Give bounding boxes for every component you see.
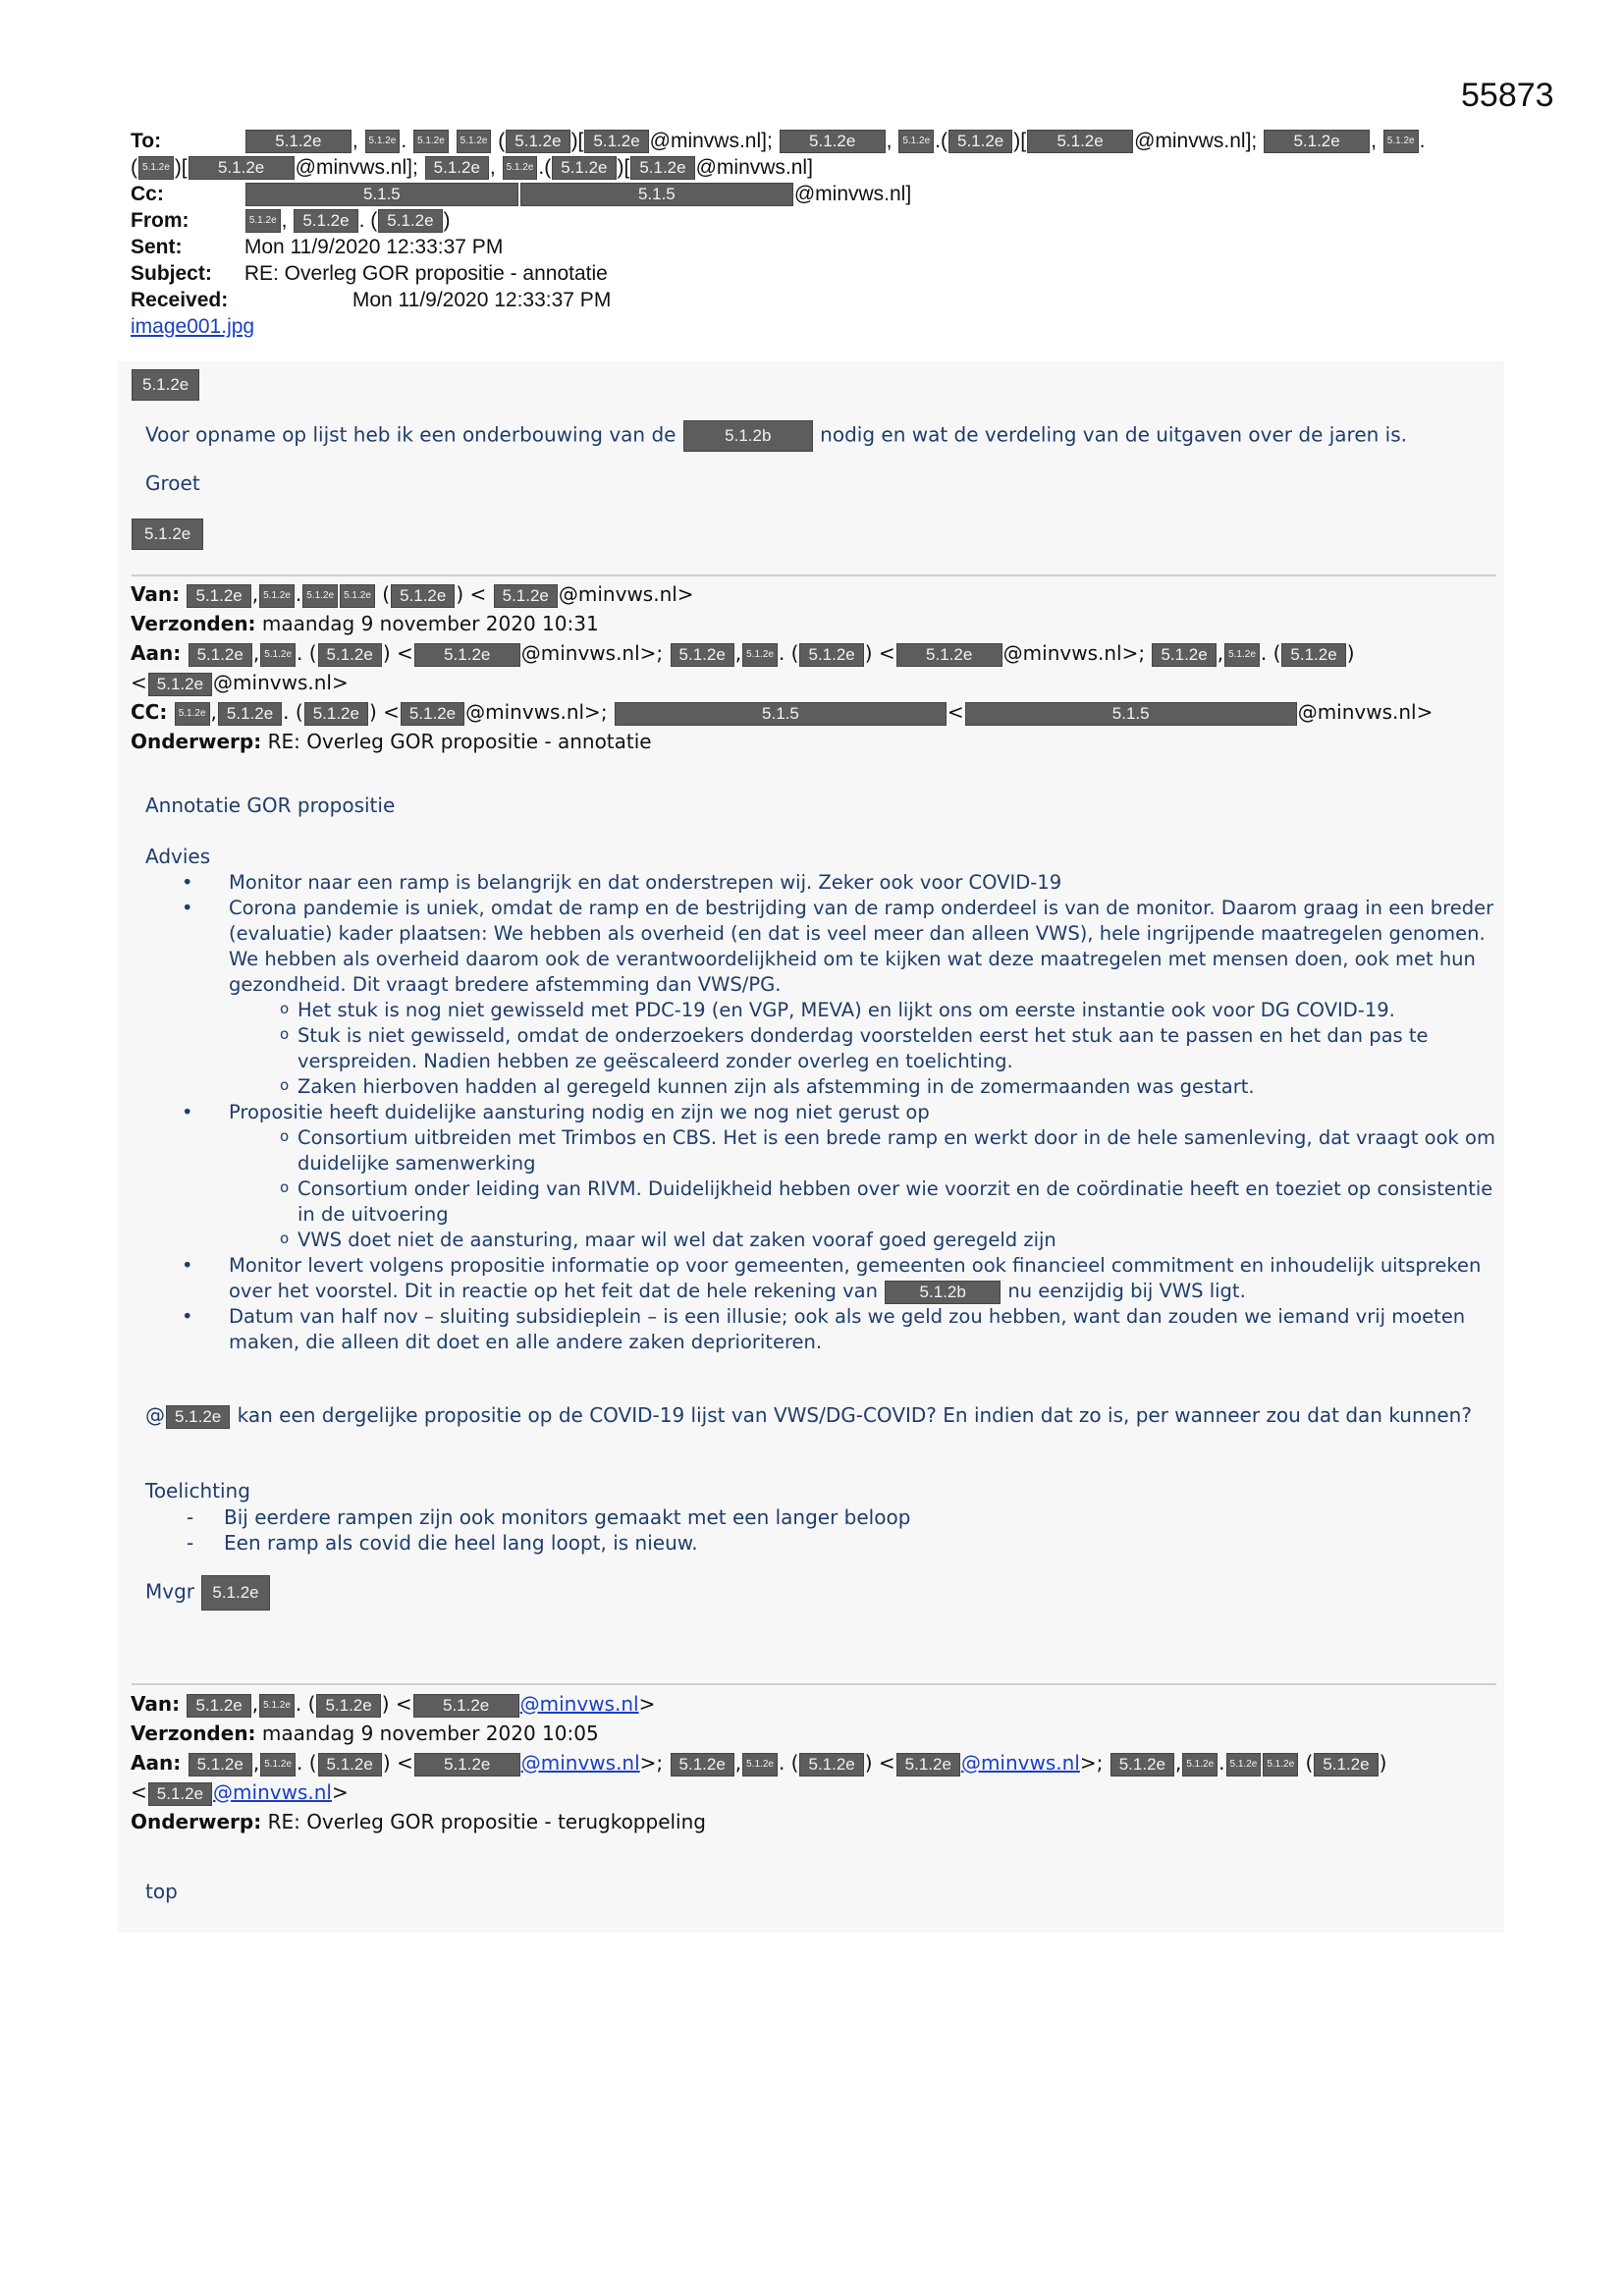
from-label: From:	[131, 209, 189, 232]
divider	[132, 1683, 1496, 1685]
page-number: 55873	[1461, 77, 1554, 114]
redaction: 5.1.2e	[413, 130, 449, 153]
redaction: 5.1.2e	[189, 1753, 252, 1777]
divider	[132, 574, 1496, 576]
redaction: 5.1.2e	[187, 1694, 250, 1718]
redaction: 5.1.2e	[1152, 643, 1216, 667]
onderwerp-row	[131, 1807, 1386, 1836]
cc-domain: @minvws.nl]	[793, 183, 912, 205]
aan-row-2: < 5.1.2e @minvws.nl>	[131, 671, 349, 694]
redaction: 5.1.2e	[896, 1753, 960, 1777]
list-item	[131, 1100, 1495, 1253]
onderwerp-row	[131, 727, 1433, 756]
van-email-link[interactable]: @minvws.nl	[519, 1692, 639, 1716]
aan-domain: @minvws.nl>	[213, 671, 349, 694]
redaction: 5.1.2e	[1182, 1753, 1218, 1777]
from-row: From: 5.1.2e , 5.1.2e . ( 5.1.2e )	[131, 209, 451, 232]
subject-value: RE: Overleg GOR propositie - annotatie	[244, 262, 608, 285]
redaction: 5.1.2e	[1027, 130, 1133, 153]
bullet-text: Propositie heeft duidelijke aansturing nodig en zijn we nog niet gerust op	[229, 1101, 930, 1123]
at-sign: @	[145, 1403, 165, 1427]
greeting: Groet	[145, 471, 200, 495]
advies-list	[131, 870, 1495, 1355]
cc-domain: @minvws.nl>;	[465, 700, 608, 724]
sent-value: Mon 11/9/2020 12:33:37 PM	[244, 236, 504, 258]
van-row: Van: 5.1.2e , 5.1.2e . ( 5.1.2e ) < 5.1.2e @minvws.nl>	[131, 1692, 656, 1716]
aan-row: Aan: 5.1.2e , 5.1.2e . ( 5.1.2e ) < 5.1.2e @minvws.nl>; 5.1.2e , 5.1.2e . ( 5.1.2e ) < 5.1.2e @minvws.nl>; 5.1.2e , 5.1.2e . ( 5.1.2e )	[131, 641, 1355, 665]
redaction: 5.1.2e	[671, 643, 734, 667]
sub-item: o Consortium onder leiding van RIVM. Duidelijkheid hebben over wie voorzit en de coördinatie heeft en toeziet op consistentie in de uitvoering	[229, 1176, 1495, 1228]
sent-row	[131, 234, 1425, 260]
sub-list	[229, 998, 1495, 1100]
to-label: To:	[131, 130, 162, 152]
redaction: 5.1.2e	[132, 369, 199, 401]
sub-item: o Het stuk is nog niet gewisseld met PDC-19 (en VGP, MEVA) en lijkt ons om eerste instantie ook voor DG COVID-19.	[229, 998, 1495, 1023]
aan-email-link[interactable]: @minvws.nl	[213, 1780, 332, 1804]
redaction: 5.1.2e	[494, 584, 558, 608]
sub-item: o Stuk is niet gewisseld, omdat de onderzoekers donderdag voorstelden eerst het stuk aan te passen en het dan pas te verspreiden. Nadien hebben ze geëscaleerd zonder overleg en toelichting.	[229, 1023, 1495, 1074]
redaction: 5.1.2e	[898, 130, 934, 153]
aan-domain: @minvws.nl>;	[520, 641, 664, 665]
redaction: 5.1.2e	[414, 1753, 520, 1777]
aan-row-2: < 5.1.2e @minvws.nl>	[131, 1780, 349, 1804]
redaction: 5.1.2e	[148, 1782, 212, 1806]
redaction: 5.1.2e	[218, 702, 282, 726]
redaction: 5.1.2e	[138, 156, 174, 180]
redaction: 5.1.2e	[260, 1753, 296, 1777]
redaction: 5.1.2e	[1226, 1753, 1262, 1777]
redaction: 5.1.5	[965, 702, 1297, 726]
verzonden-label: Verzonden:	[131, 612, 256, 635]
redaction: 5.1.2e	[1110, 1753, 1174, 1777]
aan-domain: @minvws.nl>;	[1002, 641, 1146, 665]
cc-row	[131, 181, 1425, 207]
redaction: 5.1.2e	[245, 209, 281, 233]
to-domain: @minvws.nl];	[1134, 130, 1258, 152]
sent-label: Sent:	[131, 236, 183, 258]
subject-label: Subject:	[131, 262, 212, 285]
redaction: 5.1.2e	[245, 130, 352, 153]
question-text: kan een dergelijke propositie op de COVID-19 lijst van VWS/DG-COVID? En indien dat zo is, per wanneer zou dat dan kunnen?	[237, 1403, 1472, 1427]
verzonden-row	[131, 1719, 1386, 1748]
cc-label: Cc:	[131, 183, 164, 205]
redaction: 5.1.2e	[1281, 643, 1345, 667]
redaction: 5.1.2e	[948, 130, 1012, 153]
verzonden-row	[131, 609, 1433, 638]
redaction: 5.1.2e	[413, 1694, 519, 1718]
verzonden-value: maandag 9 november 2020 10:31	[261, 612, 599, 635]
message2-meta	[131, 579, 1433, 756]
message1-text	[145, 420, 1407, 452]
redaction: 5.1.2e	[148, 673, 212, 696]
signoff-text: Mvgr	[145, 1579, 195, 1604]
redaction: 5.1.2e	[780, 130, 886, 153]
sub-list	[229, 1125, 1495, 1253]
message1-text-after: nodig en wat de verdeling van de uitgaven over de jaren is.	[820, 422, 1408, 447]
redaction: 5.1.2e	[340, 584, 375, 608]
redaction: 5.1.2b	[683, 420, 813, 452]
redaction: 5.1.2e	[294, 209, 357, 233]
redaction: 5.1.2e	[316, 1694, 380, 1718]
redaction: 5.1.2e	[552, 156, 616, 180]
redaction: 5.1.2e	[189, 156, 295, 180]
redaction: 5.1.2e	[259, 584, 295, 608]
verzonden-value: maandag 9 november 2020 10:05	[261, 1722, 599, 1745]
sub-item: o Consortium uitbreiden met Trimbos en CBS. Het is een brede ramp en werkt door in de hele samenleving, dat vraagt ook om duidelijke samenwerking	[229, 1125, 1495, 1176]
bullet-text: Monitor naar een ramp is belangrijk en dat onderstrepen wij. Zeker ook voor COVID-19	[229, 871, 1062, 894]
redaction: 5.1.2e	[378, 209, 442, 233]
sub-item: o Zaken hierboven hadden al geregeld kunnen zijn als afstemming in de zomermaanden was gestart.	[229, 1074, 1495, 1100]
cc-row: CC: 5.1.2e , 5.1.2e . ( 5.1.2e ) < 5.1.2e @minvws.nl>; 5.1.5 < 5.1.5 @minvws.nl>	[131, 700, 1434, 724]
redaction: 5.1.2e	[166, 1405, 230, 1429]
redaction: 5.1.2e	[259, 1694, 295, 1718]
to-domain: @minvws.nl];	[295, 156, 418, 179]
aan-email-link[interactable]: @minvws.nl	[960, 1751, 1080, 1775]
redaction: 5.1.2b	[885, 1281, 1001, 1304]
redaction: 5.1.2e	[260, 643, 296, 667]
redaction: 5.1.2e	[175, 702, 210, 726]
redaction: 5.1.2e	[304, 702, 368, 726]
list-item	[131, 1253, 1495, 1304]
subject-row	[131, 260, 1425, 287]
redaction: 5.1.2e	[742, 1753, 778, 1777]
message3-text: top	[145, 1880, 178, 1903]
van-label: Van:	[131, 582, 181, 606]
redaction: 5.1.2e	[401, 702, 464, 726]
redaction: 5.1.2e	[1383, 130, 1419, 153]
redaction: 5.1.2e	[742, 643, 778, 667]
to-row: To: 5.1.2e , 5.1.2e . 5.1.2e 5.1.2e ( 5.1.2e )[ 5.1.2e @minvws.nl]; 5.1.2e , 5.1.2e .( 5.1.2e )[ 5.1.2e @minvws.nl]; 5.1.2e , 5.1.2e .	[131, 130, 1426, 152]
aan-label: Aan:	[131, 641, 182, 665]
redaction: 5.1.2e	[799, 1753, 863, 1777]
redaction: 5.1.2e	[896, 643, 1002, 667]
to-row-2: ( 5.1.2e )[ 5.1.2e @minvws.nl]; 5.1.2e , 5.1.2e .( 5.1.2e )[ 5.1.2e @minvws.nl]	[131, 156, 813, 179]
message3-meta	[131, 1689, 1386, 1836]
redaction: 5.1.2e	[318, 643, 382, 667]
sub-item: o VWS doet niet de aansturing, maar wil wel dat zaken vooraf goed geregeld zijn	[229, 1228, 1495, 1253]
redaction: 5.1.2e	[1224, 643, 1260, 667]
aan-row: Aan: 5.1.2e , 5.1.2e . ( 5.1.2e ) < 5.1.2e @minvws.nl>; 5.1.2e , 5.1.2e . ( 5.1.2e ) < 5.1.2e @minvws.nl>; 5.1.2e , 5.1.2e . 5.1.2e 5.1.2e ( 5.1.2e )	[131, 1751, 1387, 1775]
cc-label: CC:	[131, 700, 168, 724]
received-label: Received:	[131, 289, 229, 311]
van-label: Van:	[131, 1692, 181, 1716]
aan-label: Aan:	[131, 1751, 182, 1775]
bullet-text: Datum van half nov – sluiting subsidieplein – is een illusie; ook als we geld zou hebben, want dan zouden we iemand vrij moeten maken, die alleen dit doet en alle andere zaken deprioriteren.	[229, 1305, 1466, 1353]
toelichting-list	[145, 1504, 1422, 1556]
onderwerp-label: Onderwerp:	[131, 1810, 262, 1833]
redaction: 5.1.2e	[425, 156, 489, 180]
toelichting-heading: Toelichting	[145, 1479, 250, 1503]
question	[145, 1402, 1490, 1429]
redaction: 5.1.2e	[414, 643, 520, 667]
email-header	[131, 128, 1425, 340]
to-domain: @minvws.nl];	[649, 130, 773, 152]
redaction: 5.1.2e	[1263, 1753, 1298, 1777]
annotation-title: Annotatie GOR propositie	[145, 793, 396, 817]
received-value: Mon 11/9/2020 12:33:37 PM	[352, 289, 612, 311]
onderwerp-value: RE: Overleg GOR propositie - terugkoppeling	[267, 1810, 706, 1833]
redaction: 5.1.5	[520, 183, 793, 206]
redaction: 5.1.2e	[506, 130, 569, 153]
attachment-link[interactable]: image001.jpg	[131, 315, 255, 338]
verzonden-label: Verzonden:	[131, 1722, 256, 1745]
signoff	[145, 1575, 271, 1611]
redaction: 5.1.2e	[302, 584, 338, 608]
list-item: - Bij eerdere rampen zijn ook monitors gemaakt met een langer beloop	[145, 1504, 1422, 1530]
redaction: 5.1.2e	[503, 156, 538, 180]
redaction: 5.1.2e	[457, 130, 492, 153]
list-item	[131, 870, 1495, 896]
aan-email-link[interactable]: @minvws.nl	[520, 1751, 640, 1775]
redaction: 5.1.5	[615, 702, 947, 726]
received-row	[131, 287, 1425, 313]
list-item	[131, 1304, 1495, 1355]
redaction: 5.1.2e	[584, 130, 648, 153]
redaction: 5.1.2e	[630, 156, 694, 180]
onderwerp-value: RE: Overleg GOR propositie - annotatie	[267, 730, 652, 753]
list-item	[131, 896, 1495, 1100]
bullet-text: nu eenzijdig bij VWS ligt.	[1007, 1280, 1246, 1302]
van-domain: @minvws.nl>	[558, 582, 694, 606]
cc-domain: @minvws.nl>	[1297, 700, 1434, 724]
onderwerp-label: Onderwerp:	[131, 730, 262, 753]
message1-text-before: Voor opname op lijst heb ik een onderbouwing van de	[145, 422, 677, 447]
list-item: - Een ramp als covid die heel lang loopt, is nieuw.	[145, 1530, 1422, 1556]
advies-heading: Advies	[145, 845, 211, 868]
redaction: 5.1.2e	[187, 584, 250, 608]
redaction: 5.1.2e	[189, 643, 252, 667]
redaction: 5.1.2e	[1314, 1753, 1378, 1777]
redaction: 5.1.2e	[318, 1753, 382, 1777]
redaction: 5.1.2e	[391, 584, 455, 608]
to-domain: @minvws.nl]	[695, 156, 813, 179]
bullet-text: Monitor levert volgens propositie informatie op voor gemeenten, gemeenten ook financieel commitment en inhoudelijk uitspreken over het voorstel. Dit in reactie op het feit dat de hele rekening van	[229, 1254, 1482, 1302]
attachment-row	[131, 313, 1425, 340]
redaction: 5.1.2e	[132, 519, 203, 550]
redaction: 5.1.2e	[671, 1753, 734, 1777]
van-row: Van: 5.1.2e , 5.1.2e . 5.1.2e 5.1.2e ( 5.1.2e ) < 5.1.2e @minvws.nl>	[131, 582, 694, 606]
redaction: 5.1.2e	[365, 130, 401, 153]
redaction: 5.1.2e	[1264, 130, 1370, 153]
redaction: 5.1.5	[245, 183, 518, 206]
redaction: 5.1.2e	[201, 1575, 269, 1611]
redaction: 5.1.2e	[799, 643, 863, 667]
bullet-text: Corona pandemie is uniek, omdat de ramp en de bestrijding van de ramp onderdeel is van de monitor. Daarom graag in een breder (evaluatie) kader plaatsen: We hebben als overheid (en dat is veel meer dan alleen VWS), hele ingrijpende maatregelen genomen. We hebben als overheid daarom ook de verantwoordelijkheid om te kijken wat deze maatregelen met mensen doen, ook met hun gezondheid. Dit vraagt bredere afstemming dan VWS/PG.	[229, 897, 1494, 996]
